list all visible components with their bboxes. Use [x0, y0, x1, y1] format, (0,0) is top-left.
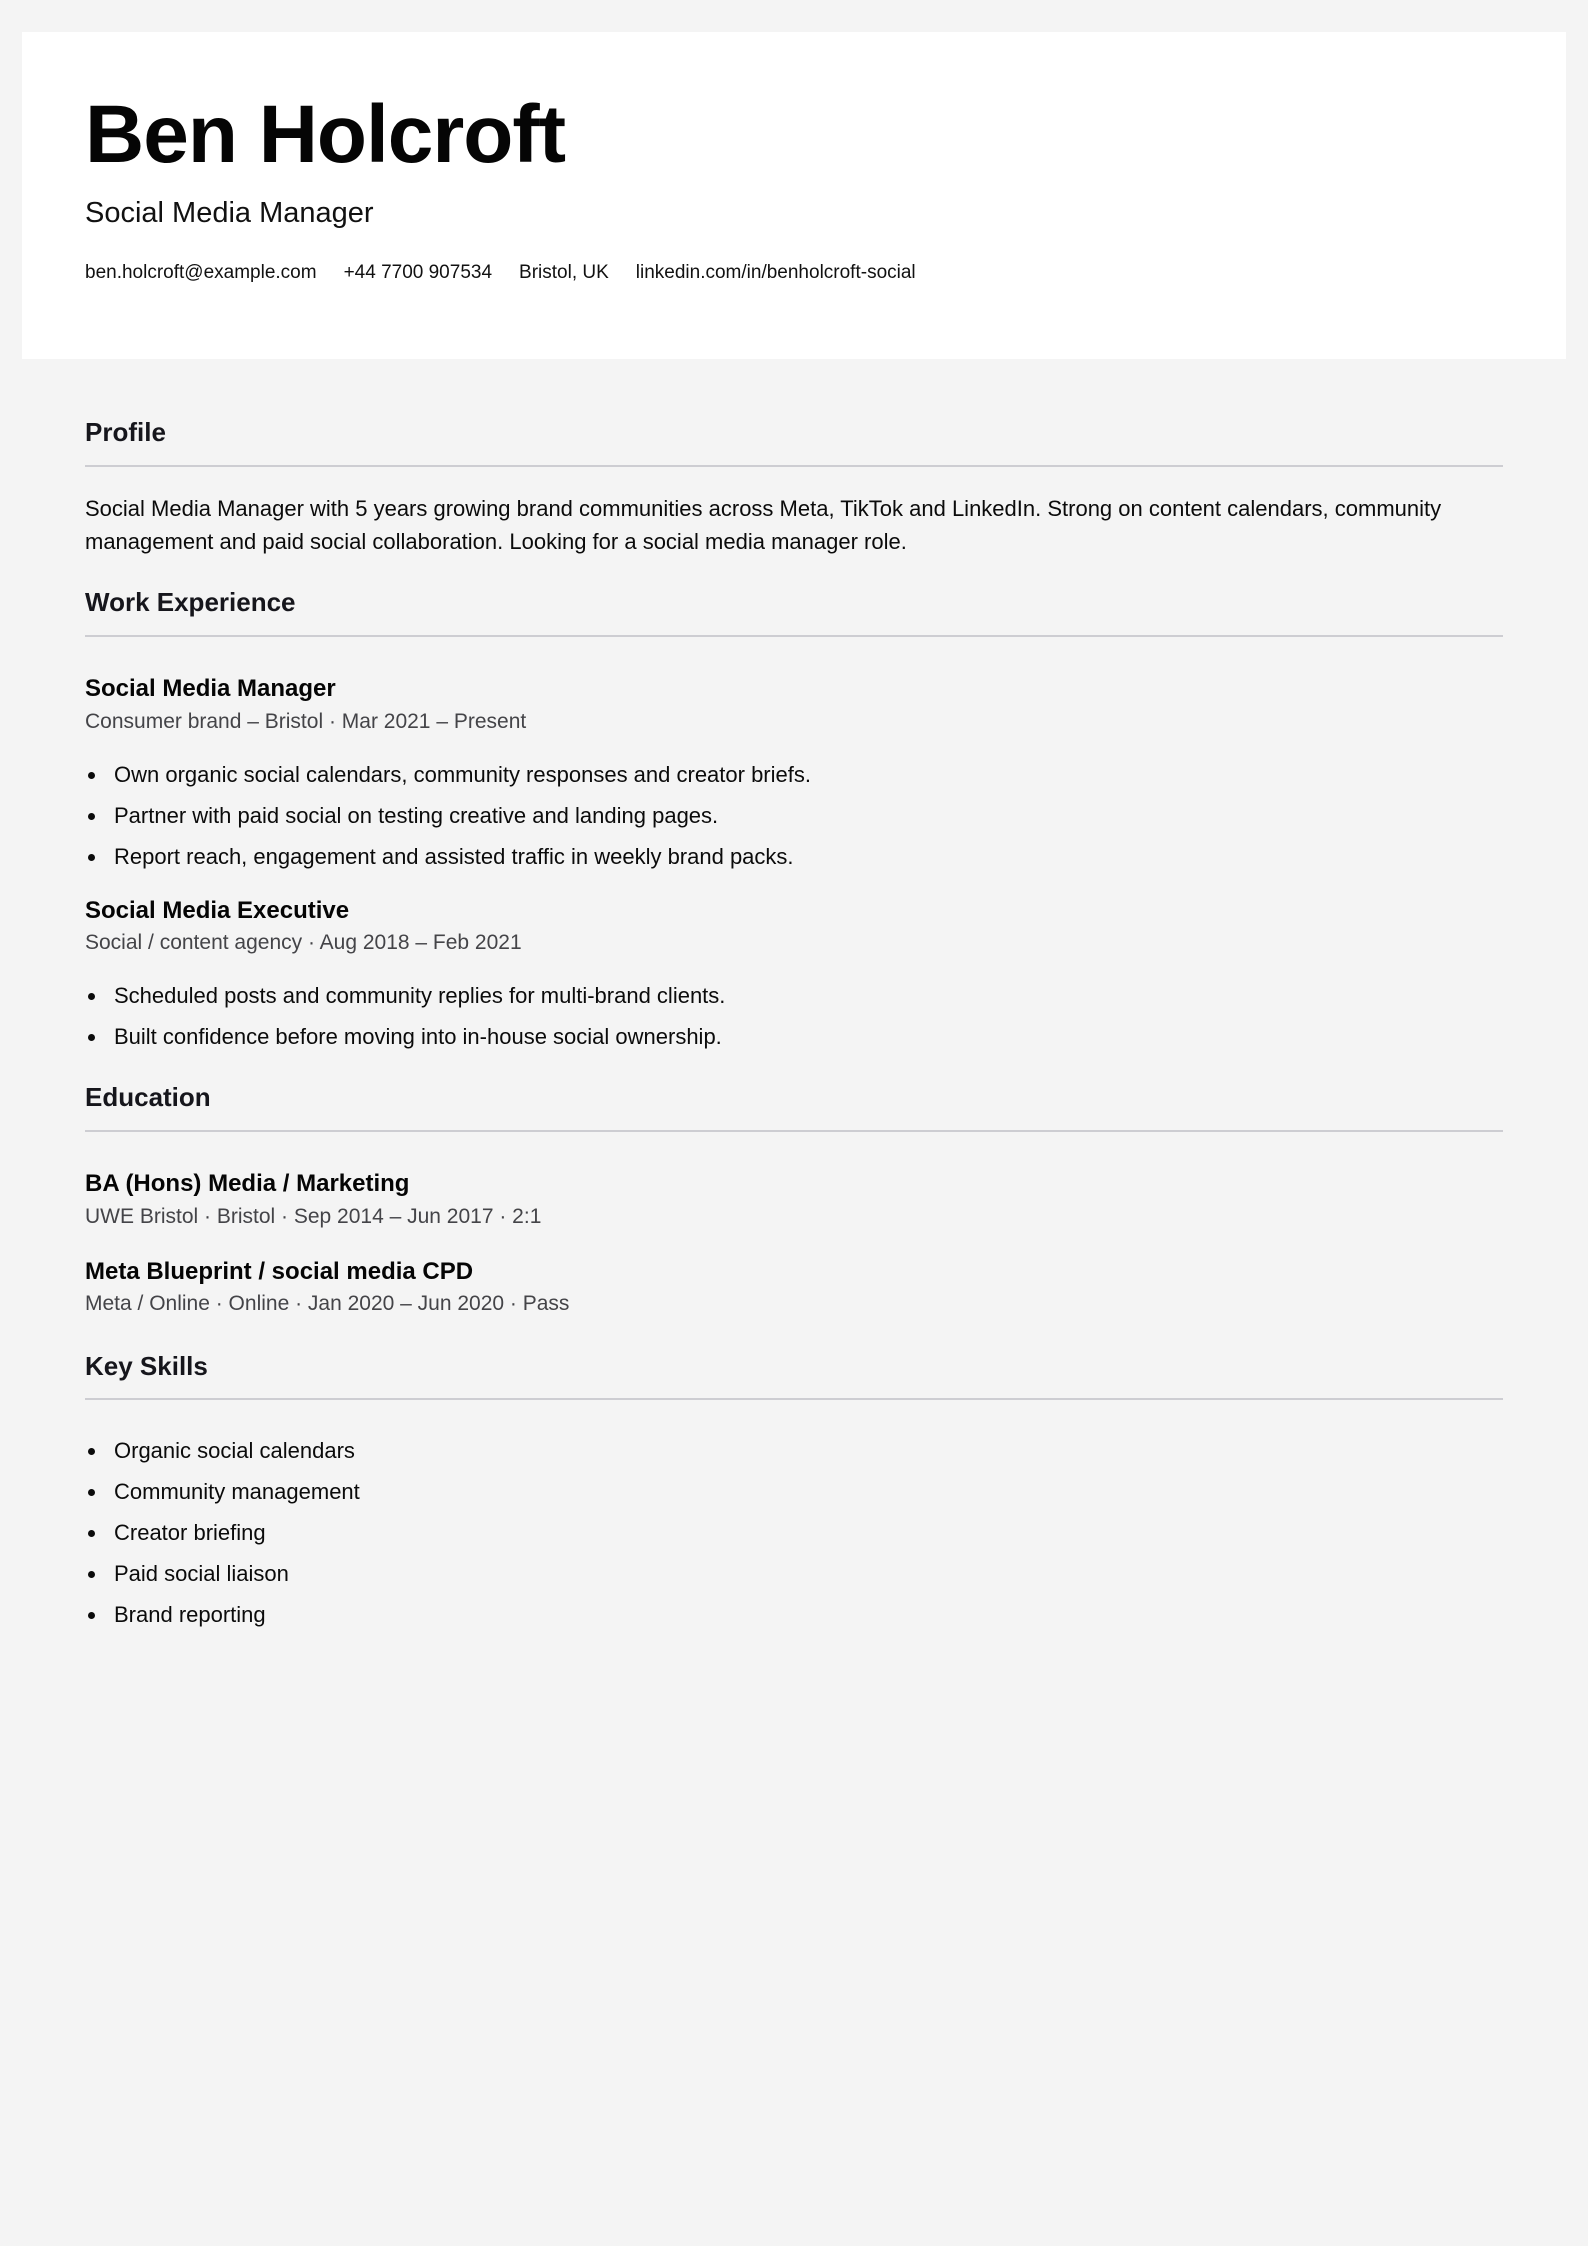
- job-title-1: Social Media Manager: [85, 675, 336, 702]
- experience-divider: [85, 635, 1503, 637]
- contact-linkedin[interactable]: linkedin.com/in/benholcroft-social: [635, 262, 916, 283]
- skills-heading: Key Skills: [85, 1351, 208, 1381]
- list-item: Report reach, engagement and assisted traffic in weekly brand packs.: [85, 836, 1503, 877]
- profile-divider: [85, 465, 1503, 467]
- profile-summary: Social Media Manager with 5 years growing brand communities across Meta, TikTok and LinkedIn. Strong on content calendars, community management and paid social collaboration. Looking for a social media manager role.: [85, 496, 1442, 554]
- candidate-title: Social Media Manager: [85, 197, 374, 229]
- list-item: Built confidence before moving into in-house social ownership.: [85, 1016, 1503, 1057]
- job-bullets-2: [85, 975, 1503, 1057]
- contact-phone[interactable]: +44 7700 907534: [343, 262, 493, 283]
- list-item: Own organic social calendars, community responses and creator briefs.: [85, 754, 1503, 795]
- job-title-2: Social Media Executive: [85, 897, 350, 924]
- education-meta-1: UWE Bristol · Bristol · Sep 2014 – Jun 2017 · 2:1: [85, 1205, 542, 1228]
- profile-heading: Profile: [85, 417, 166, 447]
- skills-list: [85, 1430, 1503, 1635]
- list-item: Community management: [85, 1471, 1503, 1512]
- education-meta-2: Meta / Online · Online · Jan 2020 – Jun 2020 · Pass: [85, 1292, 570, 1315]
- list-item: Creator briefing: [85, 1512, 1503, 1553]
- list-item: Organic social calendars: [85, 1430, 1503, 1471]
- job-meta-1: Consumer brand – Bristol · Mar 2021 – Present: [85, 710, 527, 733]
- job-meta-2: Social / content agency · Aug 2018 – Feb 2021: [85, 931, 522, 954]
- contact-email[interactable]: ben.holcroft@example.com: [85, 262, 317, 283]
- education-title-1: BA (Hons) Media / Marketing: [85, 1170, 410, 1197]
- contact-location: Bristol, UK: [519, 262, 609, 283]
- list-item: Partner with paid social on testing creative and landing pages.: [85, 795, 1503, 836]
- resume-header: [22, 32, 1566, 359]
- education-title-2: Meta Blueprint / social media CPD: [85, 1258, 474, 1285]
- job-bullets-1: [85, 754, 1503, 877]
- list-item: Scheduled posts and community replies for multi-brand clients.: [85, 975, 1503, 1016]
- experience-heading: Work Experience: [85, 587, 296, 617]
- education-divider: [85, 1130, 1503, 1132]
- education-heading: Education: [85, 1082, 211, 1112]
- contact-details: [85, 261, 916, 286]
- candidate-name: Ben Holcroft: [85, 89, 565, 180]
- list-item: Brand reporting: [85, 1594, 1503, 1635]
- list-item: Paid social liaison: [85, 1553, 1503, 1594]
- skills-divider: [85, 1398, 1503, 1400]
